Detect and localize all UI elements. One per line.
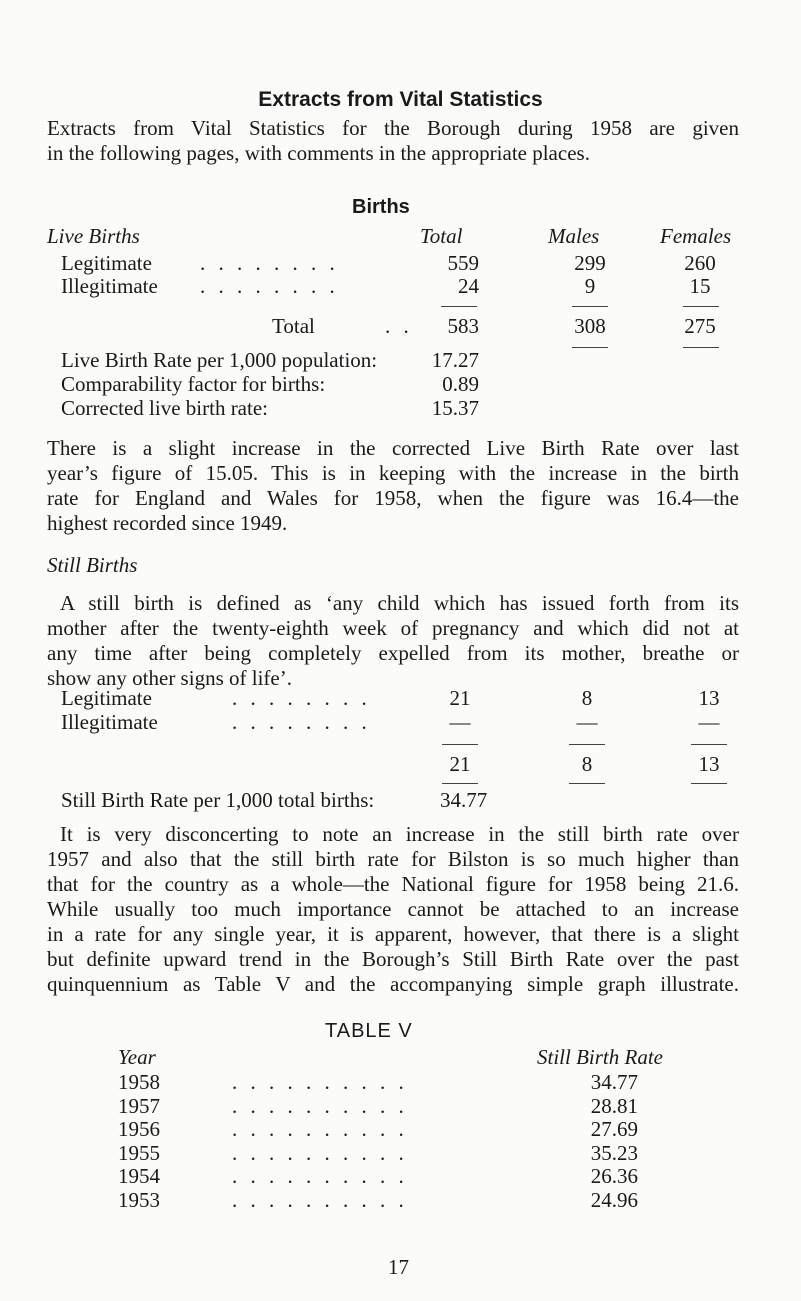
still-row-females: — [698,710,720,734]
paragraph-line: but definite upward trend in the Borough’s Still Birth Rate over the past [47,947,739,971]
table-v-rate: 27.69 [590,1117,638,1142]
paragraph-line: any time after being completely expelled from its mother, breathe or [47,641,739,665]
still-births-heading: Still Births [47,553,138,577]
still-total-females: 13 [698,752,720,776]
rate-value: 17.27 [431,348,479,372]
table-v-year: 1953 [118,1188,160,1212]
paragraph-line: highest recorded since 1949. [47,511,288,535]
still-row-males: 8 [581,686,593,710]
paragraph-line: in a rate for any single year, it is apparent, however, that there is a slight [47,922,739,946]
leader-dots: . . . . . . . . [200,251,339,275]
births-row-males: 9 [584,274,596,298]
table-v-col-rate: Still Birth Rate [537,1045,663,1069]
table-v-year: 1958 [118,1070,160,1094]
sum-rule [572,347,608,348]
sum-rule [569,744,605,745]
births-total-females: 275 [684,314,716,338]
paragraph-line: 1957 and also that the still birth rate for Bilston is so much higher than [47,847,739,871]
rate-value: 15.37 [431,396,479,420]
table-v-rate: 24.96 [590,1188,638,1212]
table-v-rate: 35.23 [590,1140,638,1165]
still-row-label: Legitimate [61,686,152,710]
rate-label: Live Birth Rate per 1,000 population: [61,348,378,372]
table-v-col-year: Year [118,1045,156,1069]
paragraph-line: There is a slight increase in the corrected Live Birth Rate over last [47,436,739,460]
still-total-value: 21 [449,752,471,776]
births-total-males: 308 [574,314,606,338]
sum-rule [442,783,478,784]
leader-dots: . . . . . . . . . . [232,1070,408,1094]
table-v-title: TABLE V [325,1020,413,1042]
page-title: Extracts from Vital Statistics [258,88,543,111]
still-rate-value: 34.77 [440,788,488,812]
intro-line: in the following pages, with comments in the appropriate places. [47,141,590,165]
rate-value: 0.89 [442,372,479,396]
births-row-males: 299 [574,251,606,275]
rate-label: Comparability factor for births: [61,372,326,396]
col-header-females: Females [660,224,732,248]
paragraph-line: It is very disconcerting to note an increase in the still birth rate over [60,822,739,846]
births-row-females: 15 [689,274,711,298]
births-total-value: 583 [447,314,479,338]
births-row-label: Legitimate [61,251,152,275]
leader-dots: . . . . . . . . . . [232,1117,408,1142]
still-row-total: 21 [449,686,471,710]
paragraph-line: quinquennium as Table V and the accompanying simple graph illustrate. [47,972,739,996]
paragraph-line: While usually too much importance cannot be attached to an increase [47,897,739,921]
births-row-females: 260 [684,251,716,275]
sum-rule [441,306,477,307]
still-rate-label: Still Birth Rate per 1,000 total births: [61,788,375,812]
table-v-year: 1956 [118,1117,160,1142]
table-v-year: 1957 [118,1093,160,1118]
sum-rule [569,783,605,784]
still-row-total: — [449,710,471,734]
paragraph-line: year’s figure of 15.05. This is in keeping with the increase in the birth [47,461,739,485]
still-row-label: Illegitimate [61,710,158,734]
sum-rule [442,744,478,745]
sum-rule [572,306,608,307]
paragraph-line: mother after the twenty-eighth week of pregnancy and which did not at [47,616,739,640]
paragraph-line: rate for England and Wales for 1958, when the figure was 16.4—the [47,486,739,510]
rate-label: Corrected live birth rate: [61,396,268,420]
leader-dots: . . [385,314,413,338]
births-section-title: Births [352,196,410,218]
intro-line: Extracts from Vital Statistics for the Borough during 1958 are given [47,116,739,140]
table-v-rate: 26.36 [590,1164,638,1189]
col-header-males: Males [548,224,600,248]
births-row-total: 24 [458,274,479,298]
still-birth-definition [47,591,739,691]
still-row-females: 13 [698,686,720,710]
leader-dots: . . . . . . . . [232,686,371,710]
births-total-label: Total [272,314,315,338]
table-v-rate: 28.81 [590,1093,638,1118]
col-header-total: Total [420,224,463,248]
live-births-heading: Live Births [47,224,140,248]
sum-rule [691,744,727,745]
still-row-males: — [576,710,598,734]
table-v-rate: 34.77 [590,1070,638,1094]
sum-rule [691,783,727,784]
sum-rule [683,306,719,307]
sum-rule [683,347,719,348]
still-total-males: 8 [581,752,593,776]
births-row-total: 559 [447,251,479,275]
births-row-label: Illegitimate [61,274,158,298]
leader-dots: . . . . . . . . [232,710,371,734]
table-v-year: 1955 [118,1140,160,1165]
intro-paragraph [47,116,739,166]
leader-dots: . . . . . . . . . . [232,1164,408,1189]
paragraph-line: that for the country as a whole—the National figure for 1958 being 21.6. [47,872,739,896]
leader-dots: . . . . . . . . . . [232,1188,408,1212]
leader-dots: . . . . . . . . . . [232,1140,408,1165]
table-v-year: 1954 [118,1164,160,1189]
leader-dots: . . . . . . . . . . [232,1093,408,1118]
live-birth-comment [47,436,739,536]
leader-dots: . . . . . . . . [200,274,339,298]
paragraph-line: A still birth is defined as ‘any child which has issued forth from its [60,591,739,615]
still-birth-comment [47,822,739,997]
paragraph-line: show any other signs of life’. [47,666,292,690]
page-number: 17 [388,1255,409,1279]
